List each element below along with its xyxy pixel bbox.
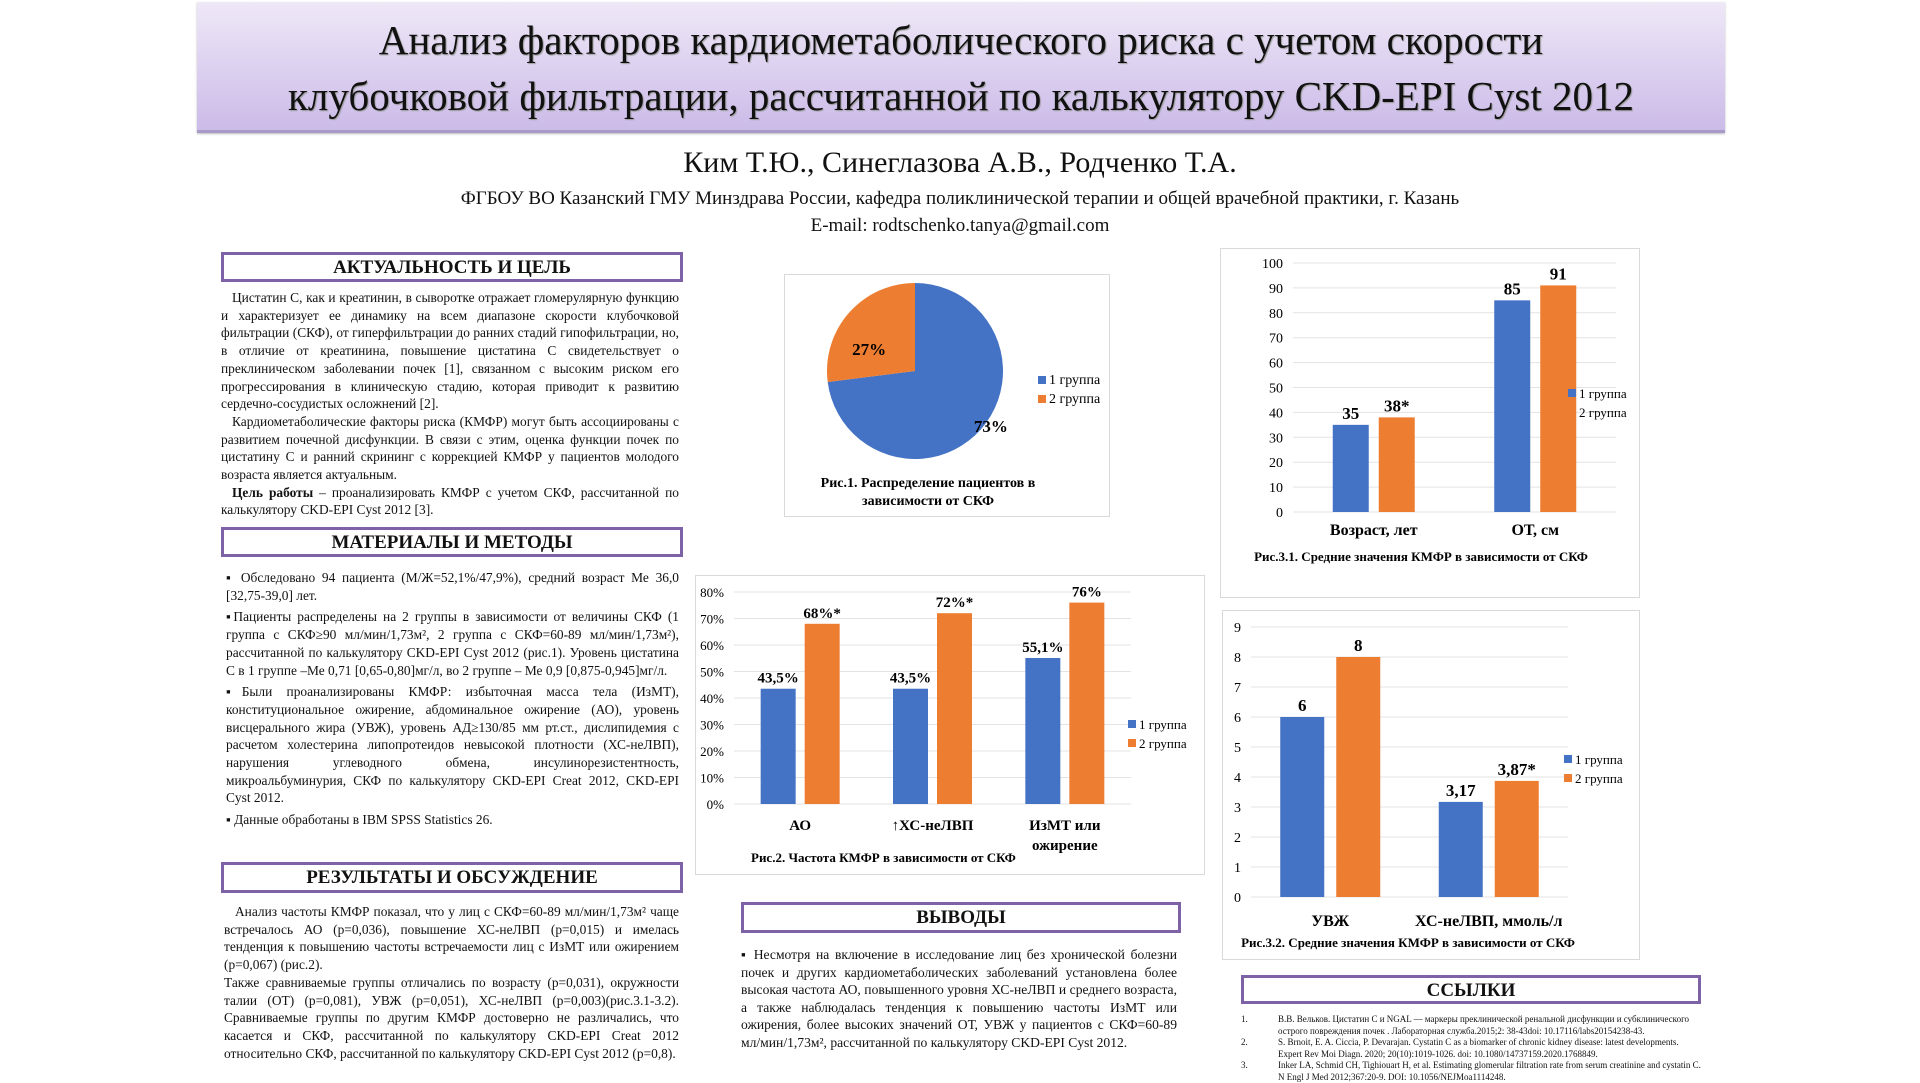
pie-chart bbox=[785, 275, 1109, 516]
bar-group-1 bbox=[1333, 425, 1369, 512]
y-tick-label: 70 bbox=[1269, 331, 1283, 347]
y-tick-label: 80 bbox=[1269, 306, 1283, 322]
legend-label-1: 1 группа bbox=[1579, 386, 1627, 401]
x-category-label: ожирение bbox=[1032, 838, 1098, 854]
legend-swatch-group-2 bbox=[1038, 395, 1046, 403]
y-tick-label: 5 bbox=[1234, 741, 1241, 756]
bar-chart-mean-vfl-cholesterol bbox=[1223, 611, 1639, 959]
y-tick-label: 30 bbox=[1269, 431, 1283, 447]
x-category-label: УВЖ bbox=[1311, 913, 1350, 930]
y-tick-label: 10% bbox=[700, 770, 724, 786]
legend-swatch-1 bbox=[1568, 389, 1576, 397]
data-label: 3,87* bbox=[1497, 759, 1536, 779]
x-category-label: ХС-неЛВП, ммоль/л bbox=[1415, 913, 1563, 930]
reference-number: 3. bbox=[1241, 1060, 1248, 1070]
y-tick-label: 100 bbox=[1262, 257, 1283, 272]
results-paragraph-1: Анализ частоты КМФР показал, что у лиц с СКФ=60-89 мл/мин/1,73м² чаще встречалось АО (р=0,036), повышение ХС-неЛВП (р=0,015) и имелась тенденция к повышению частоты встречаемости лиц с ИзМТ или ожирением (р=0,067) (рис.2). bbox=[224, 904, 679, 973]
data-label: 3,17 bbox=[1445, 780, 1476, 800]
methods-item: ▪ Данные обработаны в IBM SPSS Statistics 26. bbox=[226, 812, 493, 828]
relevance-paragraph-1: Цистатин С, как и креатинин, в сыворотке отражает гломерулярную функцию и характеризует ее динамику на всем диапазоне скорости клубочковой фильтрации (СКФ), от гиперфильтрации до ранних стадий гипофильтрации, но, в отличие от креатинина, повышение цистатина С свидетельствует о преклиническом заболевании почек [1], связанном с высоким риском его прогрессирования в клиническую стадию, которая приводит к развитию сердечно-сосудистых осложнений [2]. bbox=[221, 290, 679, 412]
bar-chart-kmfr-frequency bbox=[696, 576, 1204, 874]
data-label: 68%* bbox=[803, 605, 841, 622]
y-tick-label: 50% bbox=[700, 664, 724, 680]
y-tick-label: 4 bbox=[1234, 771, 1241, 786]
y-tick-label: 2 bbox=[1234, 831, 1241, 846]
bar-group-1 bbox=[1439, 802, 1483, 897]
x-category-label: ↑ХС-неЛВП bbox=[891, 818, 974, 834]
bar-group-2 bbox=[805, 624, 840, 804]
legend-label-2: 2 группа bbox=[1139, 736, 1187, 751]
authors: Ким Т.Ю., Синеглазова А.В., Родченко Т.А. bbox=[683, 146, 1237, 179]
pie-label-group-2: 27% bbox=[852, 339, 887, 359]
x-category-label: ИзМТ или bbox=[1029, 818, 1101, 834]
poster-title-line-1: Анализ факторов кардиометаболического риска с учетом скорости bbox=[378, 17, 1544, 63]
bar-group-2 bbox=[1495, 781, 1539, 897]
aim-text: – проанализировать КМФР с учетом СКФ, рассчитанной по калькулятору CKD-EPI Cyst 2012 [3]. bbox=[221, 484, 679, 518]
data-label: 55,1% bbox=[1022, 639, 1064, 656]
reference-number: 1. bbox=[1241, 1014, 1248, 1024]
y-tick-label: 0% bbox=[706, 797, 724, 812]
y-tick-label: 20 bbox=[1269, 456, 1283, 472]
y-tick-label: 70% bbox=[700, 611, 724, 627]
pie-label-group-1: 73% bbox=[973, 417, 1008, 437]
section-heading-relevance: АКТУАЛЬНОСТЬ И ЦЕЛЬ bbox=[221, 252, 683, 282]
bar-group-2 bbox=[1379, 417, 1415, 512]
data-label: 76% bbox=[1071, 584, 1102, 601]
figure-caption: Рис.3.1. Средние значения КМФР в зависимости от СКФ bbox=[1254, 549, 1588, 564]
methods-item: ▪ Обследовано 94 пациента (М/Ж=52,1%/47,9%), средний возраст Ме 36,0 [32,75-39,0] лет. bbox=[226, 570, 679, 603]
y-tick-label: 0 bbox=[1234, 891, 1241, 906]
methods-item: ▪Пациенты распределены на 2 группы в зависимости от величины СКФ (1 группа с СКФ≥90 мл/мин/1,73м², 2 группа с СКФ=60-89 мл/мин/1,73м²), рассчитанной по калькулятору CKD-EPI Cyst 2012 (рис.1). Уровень цистатина С в 1 группе –Ме 0,71 [0,65-0,80]мг/л, во 2 группе – Ме 0,9 [0,875-0,945]мг/л. bbox=[226, 609, 679, 678]
data-label: 6 bbox=[1298, 696, 1307, 715]
reference-text: S. Brnoit, E. A. Ciccia, P. Devarajan. Cystatin C as a biomarker of chronic kidney disease: latest developments. Expert Rev Moi Diagn. 2020; 20(10):1019-1026. doi: 10.1080/14737159.2020.1768849. bbox=[1278, 1037, 1679, 1059]
y-tick-label: 9 bbox=[1234, 621, 1241, 636]
conclusions-paragraph: ▪ Несмотря на включение в исследование лиц без хронической болезни почек и других кардиометаболических заболеваний установлена более высокая частота АО, повышенного уровня ХС-неЛВП и среднего возраста, а также наблюдалась тенденция к повышению частоты ИзМТ или ожирения, более высоких значений ОТ, УВЖ у пациентов с СКФ=60-89 мл/мин/1,73м², рассчитанной по калькулятору CKD-EPI Cyst 2012. bbox=[741, 947, 1177, 1050]
legend-swatch-2 bbox=[1128, 739, 1136, 747]
data-label: 43,5% bbox=[889, 670, 932, 687]
y-tick-label: 0 bbox=[1276, 506, 1283, 521]
data-label: 8 bbox=[1354, 636, 1363, 655]
bar-group-1 bbox=[761, 689, 796, 804]
pie-slice-2 bbox=[827, 283, 915, 382]
bar-group-2 bbox=[1069, 603, 1104, 804]
legend-swatch-1 bbox=[1564, 755, 1572, 763]
bar-group-2 bbox=[1540, 285, 1576, 512]
y-tick-label: 60% bbox=[700, 638, 724, 653]
legend-swatch-1 bbox=[1128, 720, 1136, 728]
y-tick-label: 80% bbox=[700, 585, 724, 600]
section-heading-references: ССЫЛКИ bbox=[1241, 975, 1701, 1004]
x-category-label: АО bbox=[789, 818, 812, 834]
title-banner bbox=[197, 2, 1725, 133]
bar-group-2 bbox=[1336, 657, 1380, 897]
data-label: 85 bbox=[1503, 279, 1521, 299]
legend-swatch-2 bbox=[1568, 408, 1576, 416]
reference-item bbox=[1241, 1037, 1703, 1060]
reference-text: Inker LA, Schmid CH, Tighiouart H, et al. Estimating glomerular filtration rate from serum creatinine and cystatin C. N Engl J Med 2012;367:20-9. DOI: 10.1056/NEJMoa1114248. bbox=[1278, 1060, 1701, 1082]
y-tick-label: 7 bbox=[1234, 681, 1241, 696]
y-tick-label: 1 bbox=[1234, 861, 1241, 876]
legend-label-group-2: 2 группа bbox=[1049, 392, 1101, 407]
contact-email: E-mail: rodtschenko.tanya@gmail.com bbox=[810, 215, 1110, 236]
aim-label: Цель работы bbox=[232, 484, 314, 500]
methods-list bbox=[226, 569, 679, 833]
y-tick-label: 90 bbox=[1269, 281, 1283, 297]
bar-chart-figure-2 bbox=[695, 575, 1205, 875]
references-list bbox=[1241, 1014, 1703, 1083]
methods-item: ▪Были проанализированы КМФР: избыточная масса тела (ИзМТ), конституциональное ожирение, абдоминальное ожирение (АО), уровень висцерального жира (УВЖ), уровень АД≥130/85 мм рт.ст., дислипидемия с расчетом холестерина липопротеидов невысокой плотности (ХС-неЛВП), нарушения углеводного обмена, инсулинорезистентность, микроальбуминурия, СКФ по калькулятору CKD-EPI Creat 2012, CKD-EPI Cyst 2012. bbox=[226, 684, 679, 806]
y-tick-label: 40 bbox=[1269, 406, 1283, 422]
bar-group-1 bbox=[1025, 658, 1060, 804]
data-label: 35 bbox=[1342, 403, 1360, 423]
aim-paragraph bbox=[221, 484, 679, 519]
legend-swatch-2 bbox=[1564, 774, 1572, 782]
data-label: 38* bbox=[1384, 396, 1410, 416]
bar-chart-figure-3-2 bbox=[1222, 610, 1640, 960]
bar-group-1 bbox=[1494, 300, 1530, 512]
y-tick-label: 20% bbox=[700, 744, 724, 759]
data-label: 43,5% bbox=[757, 670, 799, 687]
bar-group-1 bbox=[1280, 717, 1324, 897]
section-heading-methods: МАТЕРИАЛЫ И МЕТОДЫ bbox=[221, 527, 683, 557]
data-label: 72%* bbox=[935, 595, 974, 612]
y-tick-label: 60 bbox=[1269, 356, 1283, 372]
affiliation: ФГБОУ ВО Казанский ГМУ Минздрава России, кафедра поликлинической терапии и общей врачебной практики, г. Казань bbox=[460, 188, 1460, 209]
results-text bbox=[224, 903, 679, 1062]
relevance-paragraph-2: Кардиометаболические факторы риска (КМФР) могут быть ассоциированы с развитием почечной дисфункции. В связи с этим, оценка функции почек по цистатину С и ранний скрининг с коррекцией КМФР у пациентов молодого возраста является актуальным. bbox=[221, 413, 679, 483]
x-category-label: ОТ, см bbox=[1511, 522, 1560, 539]
legend-label-2: 2 группа bbox=[1575, 771, 1623, 786]
bar-chart-figure-3-1 bbox=[1220, 248, 1640, 598]
legend-swatch-group-1 bbox=[1038, 376, 1046, 384]
y-tick-label: 30% bbox=[700, 717, 724, 733]
section-heading-results: РЕЗУЛЬТАТЫ И ОБСУЖДЕНИЕ bbox=[221, 862, 683, 893]
legend-label-2: 2 группа bbox=[1579, 405, 1627, 420]
section-heading-conclusions: ВЫВОДЫ bbox=[741, 902, 1181, 933]
legend-label-1: 1 группа bbox=[1575, 752, 1623, 767]
bar-chart-mean-age-waist bbox=[1221, 249, 1639, 597]
figure-1-caption-line-2: зависимости от СКФ bbox=[862, 494, 994, 509]
figure-caption: Рис.3.2. Средние значения КМФР в зависимости от СКФ bbox=[1241, 935, 1575, 950]
figure-1-caption-line-1: Рис.1. Распределение пациентов в bbox=[820, 476, 1036, 491]
x-category-label: Возраст, лет bbox=[1329, 522, 1418, 539]
conclusions-text bbox=[741, 946, 1177, 1052]
reference-text: В.В. Вельков. Цистатин С и NGAL — маркеры преклинической ренальной дисфункции и субклинического острого повреждения почек . Лабораторная служба.2015;2: 38-43doi: 10.17116/labs20154238-43. bbox=[1278, 1014, 1690, 1036]
reference-number: 2. bbox=[1241, 1037, 1248, 1047]
y-tick-label: 8 bbox=[1234, 651, 1241, 666]
y-tick-label: 40% bbox=[700, 691, 724, 706]
figure-caption: Рис.2. Частота КМФР в зависимости от СКФ bbox=[751, 850, 1016, 865]
results-paragraph-2: Также сравниваемые группы отличались по возрасту (р=0,031), окружности талии (ОТ) (р=0,081), УВЖ (р=0,051), ХС-неЛВП (р=0,003)(рис.3.1-3.2). Сравниваемые группы по другим КМФР достоверно не различались, что касается и СКФ, рассчитанной по калькулятору CKD-EPI Creat 2012 относительно СКФ, рассчитанной по калькулятору CKD-EPI Cyst 2012 (р=0,8). bbox=[224, 974, 679, 1061]
data-label: 91 bbox=[1549, 264, 1567, 284]
poster-title-line-2: клубочковой фильтрации, рассчитанной по калькулятору CKD-EPI Cyst 2012 bbox=[288, 73, 1634, 119]
bar-group-2 bbox=[937, 613, 972, 804]
bar-group-1 bbox=[893, 689, 928, 804]
y-tick-label: 3 bbox=[1234, 801, 1241, 816]
relevance-text bbox=[221, 289, 679, 519]
legend-label-1: 1 группа bbox=[1139, 717, 1187, 732]
y-tick-label: 6 bbox=[1234, 711, 1241, 726]
pie-chart-figure-1 bbox=[784, 274, 1110, 517]
y-tick-label: 50 bbox=[1269, 381, 1283, 397]
reference-item bbox=[1241, 1014, 1703, 1037]
y-tick-label: 10 bbox=[1269, 481, 1283, 497]
legend-label-group-1: 1 группа bbox=[1049, 373, 1101, 388]
